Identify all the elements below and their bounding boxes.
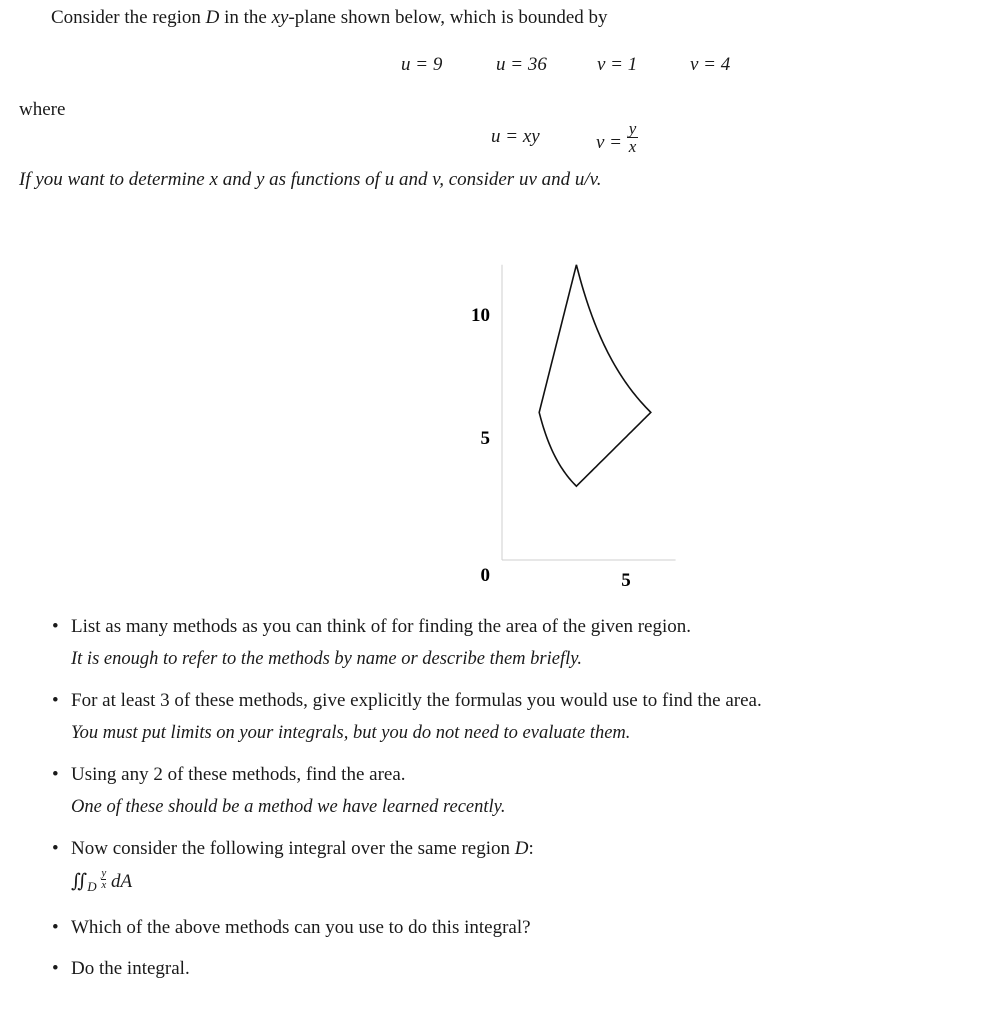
u-definition: u = xy — [491, 126, 540, 147]
boundary-u-9: u = 9 — [401, 54, 443, 75]
x-tick-label: 5 — [621, 570, 631, 591]
task-item-find-area — [52, 758, 992, 824]
y-tick-label: 5 — [480, 428, 490, 449]
task-text: Do the integral. — [71, 958, 190, 979]
task-subtext: One of these should be a method we have learned recently. — [71, 797, 506, 817]
region-plot — [440, 215, 700, 595]
task-text: Now consider the following integral over the same region D: — [71, 838, 534, 859]
bullet: • — [52, 838, 59, 859]
task-subtext: It is enough to refer to the methods by name or describe them briefly. — [71, 649, 583, 669]
task-item-which-method — [52, 911, 992, 944]
boundary-v-1: v = 1 — [597, 54, 638, 75]
bullet: • — [52, 616, 59, 637]
bullet: • — [52, 690, 59, 711]
bullet: • — [52, 958, 59, 979]
double-integral-expression: $∬_D$ $\frac{y}{x}$ dA — [71, 867, 133, 894]
task-text: For at least 3 of these methods, give explicitly the formulas you would use to find the area. — [71, 690, 762, 711]
intro-sentence: Consider the region D in the xy-plane shown below, which is bounded by — [51, 7, 608, 28]
task-item-formulas — [52, 684, 992, 750]
task-list — [52, 610, 992, 985]
bullet: • — [52, 764, 59, 785]
task-item-integral — [52, 832, 992, 903]
task-item-list-methods — [52, 610, 992, 676]
boundary-v-4: v = 4 — [690, 54, 731, 75]
bullet: • — [52, 917, 59, 938]
region-boundary — [539, 265, 651, 486]
task-subtext: You must put limits on your integrals, but you do not need to evaluate them. — [71, 723, 631, 743]
boundary-u-36: u = 36 — [496, 54, 547, 75]
where-label: where — [19, 99, 66, 120]
v-definition: v = $\frac{y}{x}$ — [596, 119, 637, 156]
hint-sentence: If you want to determine x and y as functions of u and v, consider uv and u/v. — [19, 169, 602, 190]
task-text: Which of the above methods can you use to do this integral? — [71, 917, 531, 938]
y-over-x-fraction: $\frac{y}{x}$ — [628, 119, 637, 156]
plane-symbol: xy — [271, 7, 289, 28]
y-tick-label: 0 — [480, 565, 490, 586]
y-tick-label: 10 — [471, 305, 490, 326]
task-text: Using any 2 of these methods, find the area. — [71, 764, 406, 785]
region-symbol: D — [205, 7, 220, 28]
task-text: List as many methods as you can think of for finding the area of the given region. — [71, 616, 691, 637]
task-item-do-integral — [52, 952, 992, 985]
